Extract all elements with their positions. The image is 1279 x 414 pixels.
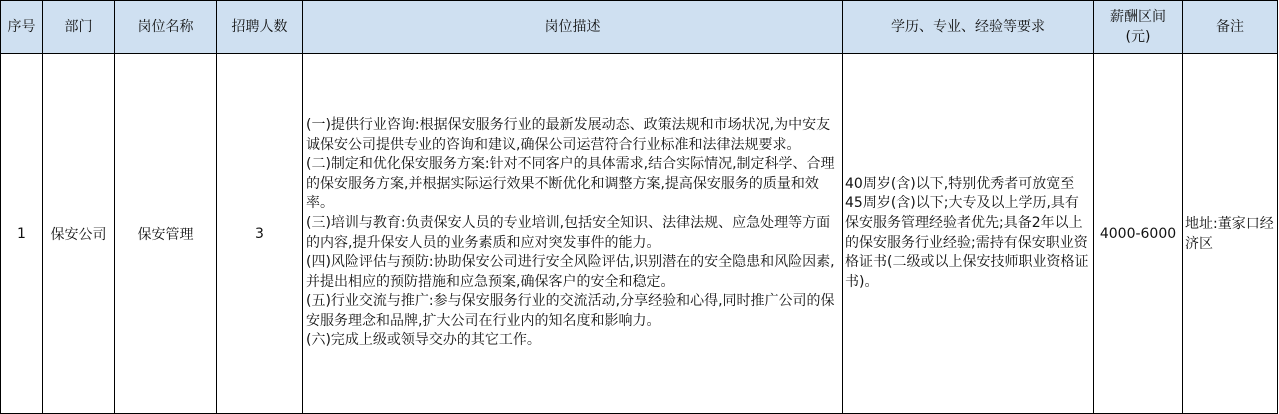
cell-seq: 1 (1, 54, 43, 414)
cell-description (303, 54, 843, 414)
table-row (1, 54, 1278, 414)
cell-salary: 4000-6000 (1094, 54, 1183, 414)
header-description: 岗位描述 (303, 1, 843, 54)
description-item-1: (一)提供行业咨询:根据保安服务行业的最新发展动态、政策法规和市场状况,为中安友诚保安公司提供专业的咨询和建议,确保公司运营符合行业标准和法律法规要求。 (306, 116, 831, 153)
header-headcount: 招聘人数 (217, 1, 303, 54)
description-item-5: (五)行业交流与推广:参与保安服务行业的交流活动,分享经验和心得,同时推广公司的保安服务理念和品牌,扩大公司在行业内的知名度和影响力。 (306, 293, 835, 329)
header-salary-line1: 薪酬区间 (1110, 9, 1166, 25)
header-remarks: 备注 (1183, 1, 1278, 54)
header-position: 岗位名称 (115, 1, 217, 54)
table-header-row (1, 1, 1278, 54)
header-seq: 序号 (1, 1, 43, 54)
cell-dept: 保安公司 (43, 54, 115, 414)
description-item-6: (六)完成上级或领导交办的其它工作。 (306, 332, 541, 349)
header-requirements: 学历、专业、经验等要求 (843, 1, 1094, 54)
header-dept: 部门 (43, 1, 115, 54)
description-item-3: (三)培训与教育:负责保安人员的专业培训,包括安全知识、法律法规、应急处理等方面的内容,提升保安人员的业务素质和应对突发事件的能力。 (306, 214, 831, 251)
cell-headcount: 3 (217, 54, 303, 414)
description-item-4: (四)风险评估与预防:协助保安公司进行安全风险评估,识别潜在的安全隐患和风险因素,并提出相应的预防措施和应急预案,确保客户的安全和稳定。 (306, 254, 835, 290)
description-item-2: (二)制定和优化保安服务方案:针对不同客户的具体需求,结合实际情况,制定科学、合理的保安服务方案,并根据实际运行效果不断优化和调整方案,提高保安服务的质量和效率。 (306, 156, 835, 212)
header-salary-line2: (元) (1125, 29, 1151, 45)
cell-remarks: 地址:董家口经济区 (1183, 54, 1278, 414)
cell-requirements: 40周岁(含)以下,特别优秀者可放宽至45周岁(含)以下;大专及以上学历,具有保安服务管理经验者优先;具备2年以上的保安服务行业经验;需持有保安职业资格证书(二级或以上保安技师职业资格证书)。 (843, 54, 1094, 414)
header-salary (1094, 1, 1183, 54)
cell-position: 保安管理 (115, 54, 217, 414)
